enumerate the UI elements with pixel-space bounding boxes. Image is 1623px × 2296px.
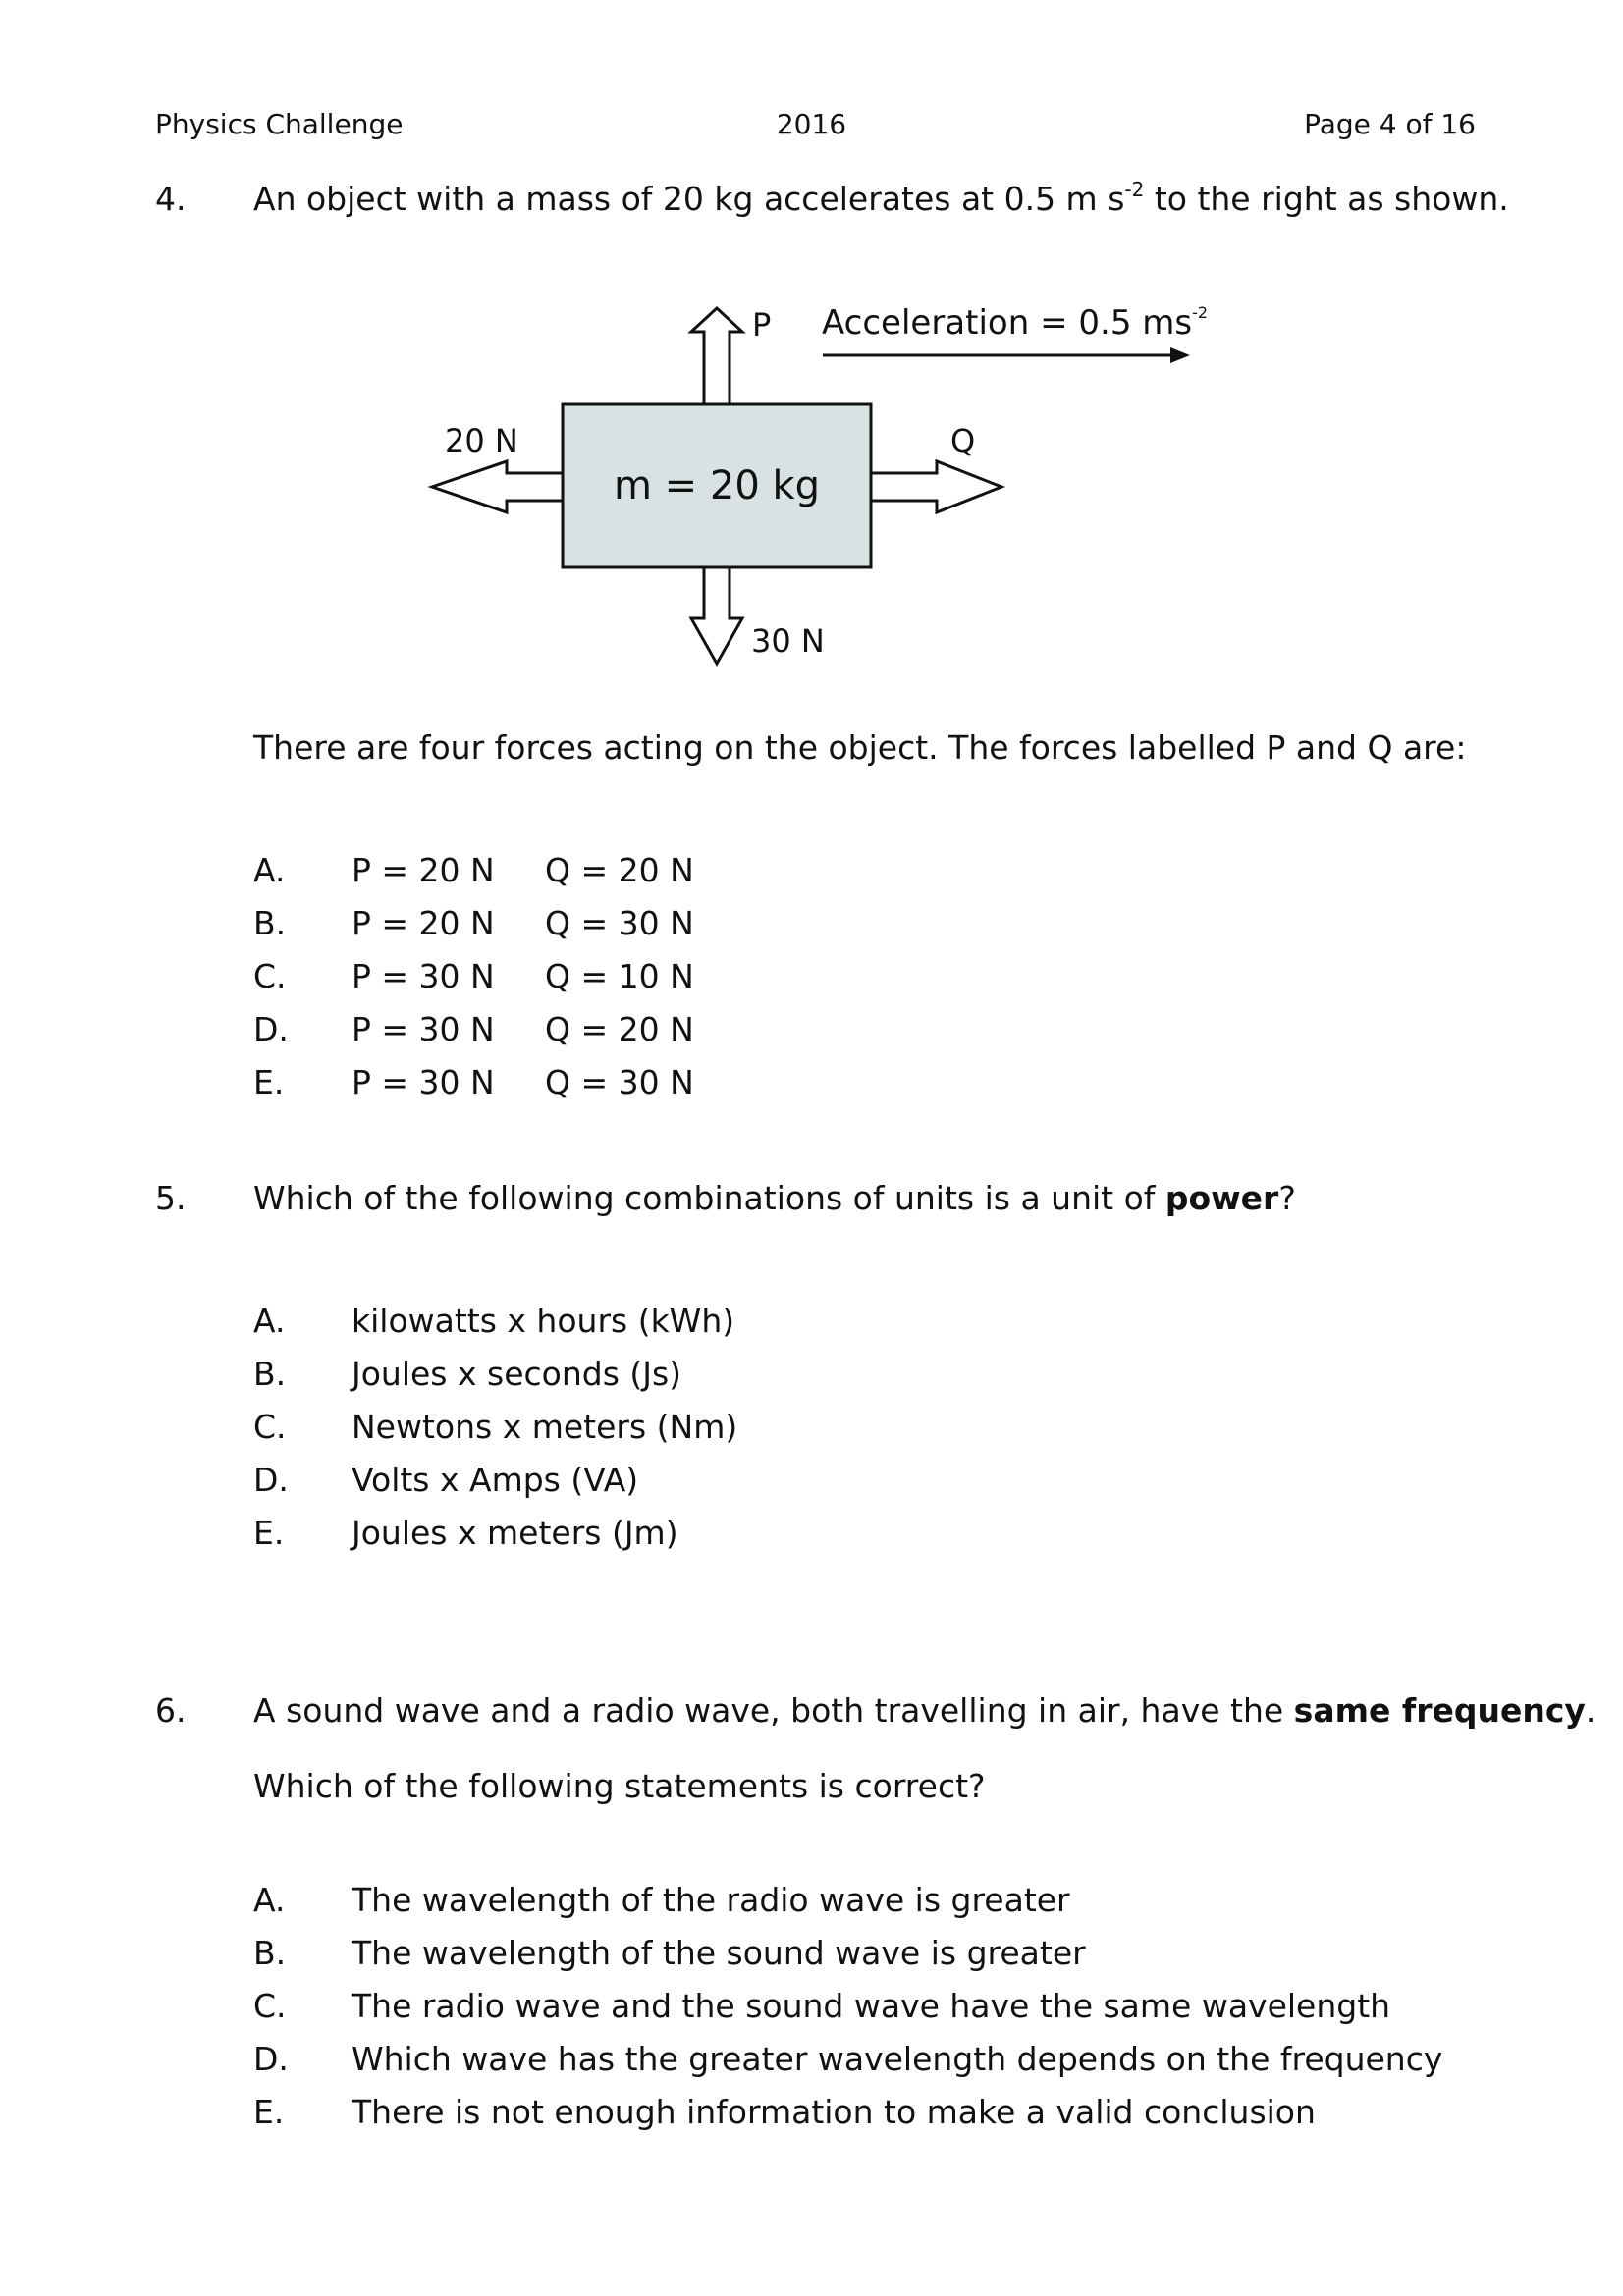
acceleration-superscript: -2 bbox=[1192, 303, 1209, 322]
question-4-text-main: An object with a mass of 20 kg accelerates at 0.5 m s bbox=[253, 180, 1125, 218]
option-q-value: Q = 30 N bbox=[545, 904, 694, 942]
question-5-text-bold: power bbox=[1164, 1179, 1279, 1217]
option-p-value: P = 20 N bbox=[352, 904, 495, 942]
option-letter: D. bbox=[253, 1461, 289, 1499]
option-q-value: Q = 20 N bbox=[545, 851, 694, 889]
down-arrow-30n bbox=[691, 567, 742, 664]
option-letter: C. bbox=[253, 1408, 287, 1446]
option-letter: B. bbox=[253, 904, 287, 942]
question-6-text-main: A sound wave and a radio wave, both travelling in air, have the bbox=[253, 1691, 1294, 1730]
header-year: 2016 bbox=[776, 108, 847, 140]
force-p-label: P bbox=[752, 306, 772, 344]
option-letter: A. bbox=[253, 1302, 286, 1340]
option-text: There is not enough information to make a valid conclusion bbox=[352, 2093, 1316, 2131]
question-6-number: 6. bbox=[155, 1691, 187, 1730]
acceleration-label bbox=[822, 303, 1208, 343]
force-q-label: Q bbox=[950, 422, 976, 459]
header-page-number: Page 4 of 16 bbox=[1304, 108, 1476, 140]
option-letter: D. bbox=[253, 1010, 289, 1048]
question-5-text-main: Which of the following combinations of units is a unit of bbox=[253, 1179, 1165, 1217]
option-letter: A. bbox=[253, 851, 286, 889]
option-text: The radio wave and the sound wave have the same wavelength bbox=[352, 1987, 1391, 2025]
option-letter: D. bbox=[253, 2040, 289, 2078]
option-letter: E. bbox=[253, 1514, 285, 1552]
right-arrow-q bbox=[871, 461, 1001, 512]
option-text: kilowatts x hours (kWh) bbox=[352, 1302, 735, 1340]
question-6-text bbox=[253, 1691, 1596, 1731]
question-5-text-end: ? bbox=[1278, 1179, 1296, 1217]
left-force-label: 20 N bbox=[445, 422, 518, 459]
question-4-number: 4. bbox=[155, 180, 187, 218]
mass-label: m = 20 kg bbox=[613, 463, 821, 508]
option-letter: E. bbox=[253, 2093, 285, 2131]
option-q-value: Q = 30 N bbox=[545, 1063, 694, 1101]
header-title: Physics Challenge bbox=[155, 108, 404, 140]
question-6-prompt: Which of the following statements is correct? bbox=[253, 1767, 986, 1805]
question-4-text-end: to the right as shown. bbox=[1144, 180, 1509, 218]
acceleration-arrowhead bbox=[1170, 347, 1190, 363]
option-letter: C. bbox=[253, 957, 287, 995]
option-text: Volts x Amps (VA) bbox=[352, 1461, 639, 1499]
left-arrow-20n bbox=[432, 461, 563, 512]
option-p-value: P = 30 N bbox=[352, 957, 495, 995]
option-text: The wavelength of the radio wave is greater bbox=[352, 1881, 1070, 1919]
down-force-label: 30 N bbox=[751, 622, 825, 660]
question-5-text bbox=[253, 1179, 1296, 1218]
option-letter: B. bbox=[253, 1934, 287, 1972]
option-p-value: P = 30 N bbox=[352, 1010, 495, 1048]
option-q-value: Q = 20 N bbox=[545, 1010, 694, 1048]
option-text: Joules x meters (Jm) bbox=[352, 1514, 678, 1552]
option-letter: A. bbox=[253, 1881, 286, 1919]
question-4-text-superscript: -2 bbox=[1124, 178, 1145, 201]
option-p-value: P = 30 N bbox=[352, 1063, 495, 1101]
up-arrow-p bbox=[691, 308, 742, 404]
option-q-value: Q = 10 N bbox=[545, 957, 694, 995]
question-4-text bbox=[253, 180, 1509, 219]
force-diagram bbox=[412, 285, 1227, 677]
question-4-prompt: There are four forces acting on the object. The forces labelled P and Q are: bbox=[253, 728, 1467, 767]
question-5-number: 5. bbox=[155, 1179, 187, 1217]
option-letter: B. bbox=[253, 1355, 287, 1393]
acceleration-text: Acceleration = 0.5 ms bbox=[822, 303, 1193, 343]
option-text: Which wave has the greater wavelength depends on the frequency bbox=[352, 2040, 1443, 2078]
question-6-text-end: . bbox=[1585, 1691, 1596, 1730]
option-letter: E. bbox=[253, 1063, 285, 1101]
question-6-text-bold: same frequency bbox=[1293, 1691, 1586, 1730]
option-p-value: P = 20 N bbox=[352, 851, 495, 889]
option-text: The wavelength of the sound wave is greater bbox=[352, 1934, 1086, 1972]
option-letter: C. bbox=[253, 1987, 287, 2025]
option-text: Newtons x meters (Nm) bbox=[352, 1408, 738, 1446]
option-text: Joules x seconds (Js) bbox=[352, 1355, 682, 1393]
